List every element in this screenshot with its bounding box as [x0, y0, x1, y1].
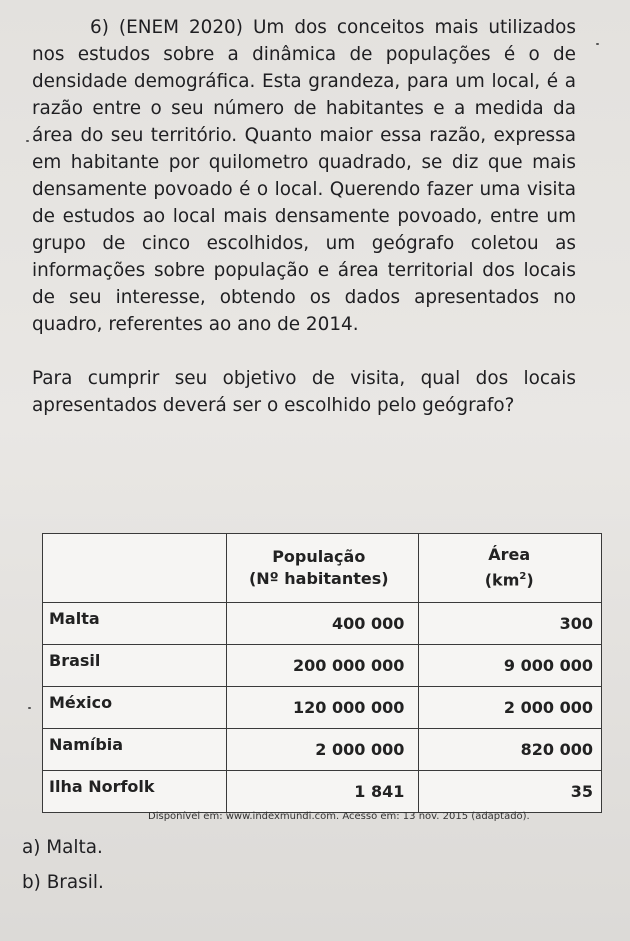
paper-speck	[596, 43, 599, 45]
row-population: 2 000 000	[227, 729, 419, 771]
population-area-table	[42, 533, 602, 813]
row-local: Malta	[43, 603, 227, 645]
question-prompt: Para cumprir seu objetivo de visita, qual dos locais apresentados deverá ser o escolhido pelo geógrafo?	[32, 368, 576, 416]
row-population: 1 841	[227, 771, 419, 813]
row-area: 2 000 000	[419, 687, 602, 729]
row-area: 9 000 000	[419, 645, 602, 687]
answer-options	[22, 830, 104, 900]
option-a[interactable]: a) Malta.	[22, 837, 103, 858]
paper-speck	[26, 140, 29, 142]
table-row	[43, 645, 602, 687]
header-area-unit	[425, 566, 593, 591]
header-population-title: População	[272, 547, 366, 566]
area-unit-exponent: 2	[519, 571, 527, 583]
row-area: 35	[419, 771, 602, 813]
header-population	[227, 534, 419, 603]
paper-speck	[28, 707, 31, 709]
table-row	[43, 603, 602, 645]
header-empty-cell	[43, 534, 227, 603]
row-local: Namíbia	[43, 729, 227, 771]
table-row	[43, 729, 602, 771]
row-local: Brasil	[43, 645, 227, 687]
row-population: 200 000 000	[227, 645, 419, 687]
area-unit-base: (km	[484, 570, 520, 590]
table-source-note: Disponível em: www.indexmundi.com. Acesso em: 13 nov. 2015 (adaptado).	[148, 811, 530, 822]
question-intro: 6) (ENEM 2020) Um dos conceitos mais utilizados nos estudos sobre a dinâmica de populações é o de densidade demográfica. Esta grandeza, para um local, é a razão entre o seu número de habitantes e a medida da área do seu território. Quanto maior essa razão, expressa em habitante por quilometro quadrado, se diz que mais densamente povoado é o local. Querendo fazer uma visita de estudos ao local mais densamente povoado, entre um grupo de cinco escolhidos, um geógrafo coletou as informações sobre população e área territorial dos locais de seu interesse, obtendo os dados apresentados no quadro, referentes ao ano de 2014.	[32, 17, 576, 335]
row-local: México	[43, 687, 227, 729]
row-population: 400 000	[227, 603, 419, 645]
table-row	[43, 687, 602, 729]
row-population: 120 000 000	[227, 687, 419, 729]
row-local: Ilha Norfolk	[43, 771, 227, 813]
area-unit-close: )	[526, 570, 534, 590]
table-header-row	[43, 534, 602, 603]
row-area: 300	[419, 603, 602, 645]
data-table-container	[42, 533, 602, 813]
table-row	[43, 771, 602, 813]
header-population-unit: (Nº habitantes)	[248, 569, 389, 588]
option-b[interactable]: b) Brasil.	[22, 872, 104, 893]
header-area-title: Área	[488, 545, 531, 565]
question-text	[32, 14, 576, 419]
row-area: 820 000	[419, 729, 602, 771]
header-area	[419, 534, 602, 603]
